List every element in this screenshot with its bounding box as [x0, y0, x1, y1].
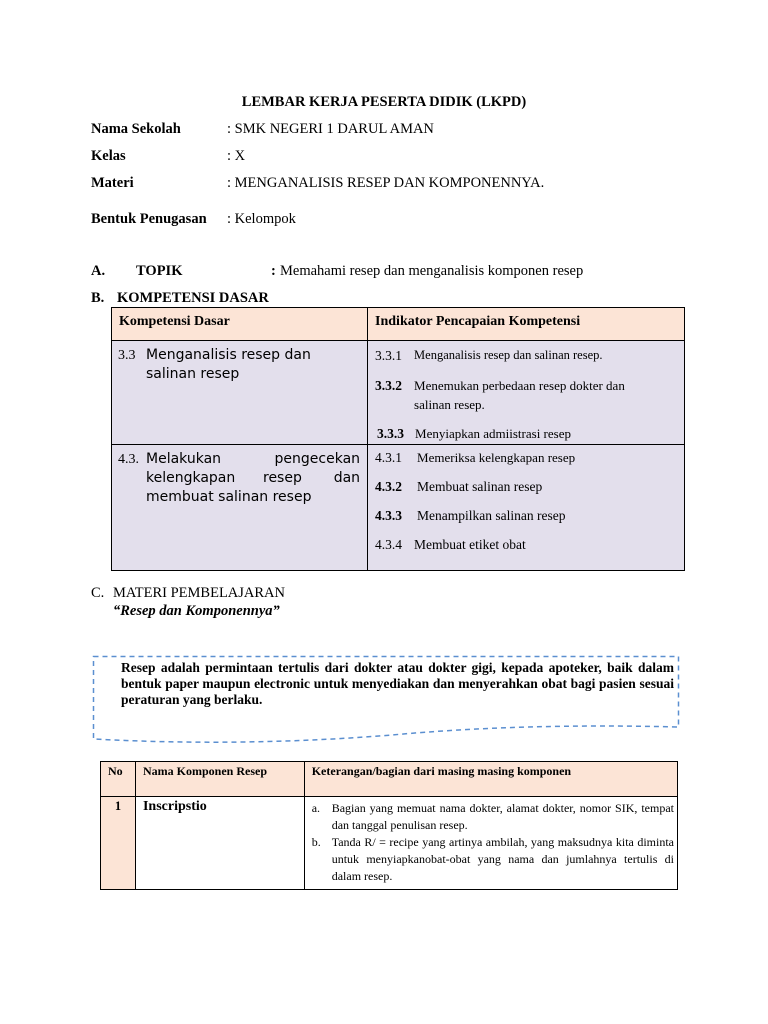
list-item-text: Tanda R/ = recipe yang artinya ambilah, yang maksudnya kita diminta untuk menyiapkanobat-obat yang nama dan jumlahnya tertulis di dalam resep.	[331, 835, 674, 883]
list-item	[306, 800, 676, 834]
indicator-number: 4.3.3	[375, 508, 403, 523]
indicator-number: 4.3.4	[375, 537, 403, 552]
kd-cell	[112, 445, 368, 571]
kd-text-line: Menganalisis resep dan	[146, 347, 311, 363]
list-marker: a.	[311, 801, 321, 815]
info-label-school: Nama Sekolah	[91, 121, 181, 137]
komponen-table	[100, 761, 678, 890]
definition-text: Resep adalah permintaan tertulis dari dokter atau dokter gigi, kepada apoteker, baik dalam bentuk paper maupun electronic untuk menyediakan dan menyerahkan obat bagi pasien sesuai peraturan yang berlaku.	[121, 660, 674, 707]
kompetensi-table	[111, 307, 685, 571]
indicator-number: 3.3.1	[375, 348, 403, 363]
kd-text-line: Melakukan	[146, 451, 222, 467]
kd-text-line: kelengkapan	[146, 470, 236, 486]
document-title: LEMBAR KERJA PESERTA DIDIK (LKPD)	[241, 94, 527, 110]
component-name: Inscripstio	[135, 797, 304, 890]
indicator-text: Menyiapkan admiistrasi resep	[415, 426, 571, 441]
component-description	[304, 797, 677, 890]
indicator-cell	[368, 341, 685, 445]
indicator-cell	[368, 445, 685, 571]
komponen-table-header	[101, 762, 678, 797]
kd-text-line: dan	[333, 470, 361, 486]
indicator-number: 4.3.1	[375, 450, 403, 465]
indicator-text: Membuat salinan resep	[417, 479, 543, 494]
indicator-number: 4.3.2	[375, 479, 403, 494]
info-value-assignment: : Kelompok	[227, 211, 296, 227]
header-nama-komponen: Nama Komponen Resep	[135, 762, 304, 797]
section-c-subtitle: “Resep dan Komponennya”	[113, 603, 280, 619]
header-indikator: Indikator Pencapaian Kompetensi	[368, 308, 685, 341]
section-b-letter: B.	[91, 290, 105, 306]
indicator-text: Memeriksa kelengkapan resep	[417, 450, 576, 465]
kd-number: 3.3	[118, 348, 136, 363]
section-a-colon: :	[271, 263, 276, 279]
indicator-text: Membuat etiket obat	[414, 537, 526, 552]
info-value-material: : MENGANALISIS RESEP DAN KOMPONENNYA.	[227, 175, 545, 191]
section-a-letter: A.	[91, 263, 106, 279]
kd-text-line: salinan resep	[146, 366, 240, 382]
kd-text-line: resep	[263, 470, 302, 486]
kd-text-line: pengecekan	[274, 451, 361, 467]
header-no: No	[101, 762, 136, 797]
info-value-class: : X	[227, 148, 246, 164]
list-marker: b.	[311, 835, 321, 849]
kd-cell	[112, 341, 368, 445]
indicator-number: 3.3.2	[375, 378, 403, 393]
row-number: 1	[101, 797, 136, 890]
section-a-heading: TOPIK	[136, 263, 183, 279]
info-value-school: : SMK NEGERI 1 DARUL AMAN	[227, 121, 434, 137]
description-list	[306, 800, 676, 885]
kd-text-line: membuat salinan resep	[146, 489, 312, 505]
info-label-class: Kelas	[91, 148, 126, 164]
section-a-text: Memahami resep dan menganalisis komponen resep	[280, 263, 584, 279]
section-b-heading: KOMPETENSI DASAR	[117, 290, 269, 306]
indicator-number: 3.3.3	[377, 426, 405, 441]
info-label-assignment: Bentuk Penugasan	[91, 211, 207, 227]
list-item-text: Bagian yang memuat nama dokter, alamat dokter, nomor SIK, tempat dan tanggal penulisan resep.	[331, 801, 674, 832]
indicator-text: Menampilkan salinan resep	[417, 508, 566, 523]
list-item	[306, 834, 676, 885]
indicator-text: Menganalisis resep dan salinan resep.	[414, 348, 603, 362]
header-kompetensi-dasar: Kompetensi Dasar	[112, 308, 368, 341]
kd-number: 4.3.	[118, 452, 139, 467]
section-c-heading: MATERI PEMBELAJARAN	[113, 585, 285, 601]
table-row	[101, 797, 678, 890]
indicator-text: Menemukan perbedaan resep dokter dan	[414, 378, 625, 393]
table-row	[112, 341, 685, 445]
header-keterangan: Keterangan/bagian dari masing masing komponen	[304, 762, 677, 797]
info-label-material: Materi	[91, 175, 134, 191]
indicator-text: salinan resep.	[414, 397, 485, 412]
kompetensi-table-header	[112, 308, 685, 341]
section-c-letter: C.	[91, 585, 105, 601]
table-row	[112, 445, 685, 571]
